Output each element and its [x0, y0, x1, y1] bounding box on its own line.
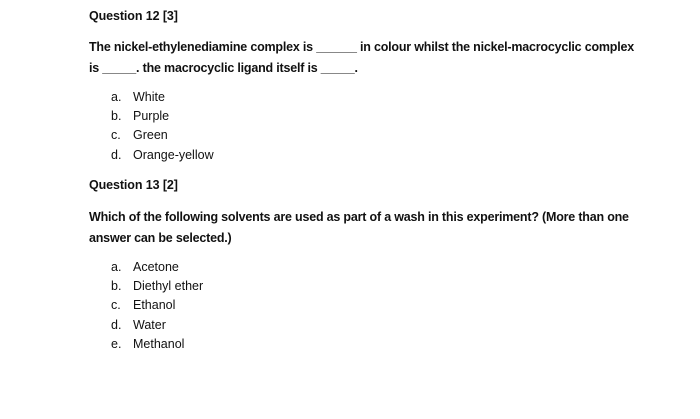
question-text-line: answer can be selected.) — [89, 231, 232, 245]
question-13-text — [89, 207, 649, 249]
option-acetone[interactable] — [111, 258, 203, 277]
option-letter: c. — [111, 298, 121, 313]
option-label: White — [133, 90, 165, 104]
question-13-title: Question 13 [2] — [89, 178, 178, 192]
option-label: Green — [133, 128, 168, 143]
option-letter: c. — [111, 128, 121, 143]
option-white[interactable] — [111, 88, 214, 107]
option-label: Methanol — [133, 336, 185, 351]
option-diethyl-ether[interactable] — [111, 277, 203, 296]
option-label: Ethanol — [133, 298, 176, 313]
option-letter: d. — [111, 317, 122, 332]
option-ethanol[interactable] — [111, 296, 203, 315]
question-12-text — [89, 37, 649, 79]
question-12-title: Question 12 [3] — [89, 9, 178, 23]
question-13-options — [111, 258, 203, 354]
option-letter: b. — [111, 109, 122, 124]
question-12-options — [111, 88, 214, 165]
question-text-line: Which of the following solvents are used as part of a wash in this experiment? (More than one — [89, 210, 629, 224]
option-water[interactable] — [111, 316, 203, 335]
option-letter: d. — [111, 147, 122, 162]
option-orange-yellow[interactable] — [111, 146, 214, 165]
option-letter: a. — [111, 260, 122, 274]
question-text-line: is _____. the macrocyclic ligand itself is _____. — [89, 61, 358, 75]
option-label: Diethyl ether — [133, 279, 204, 294]
option-green[interactable] — [111, 126, 214, 145]
option-letter: e. — [111, 336, 122, 351]
option-letter: a. — [111, 90, 122, 104]
question-text-line: The nickel-ethylenediamine complex is ______ in colour whilst the nickel-macrocyclic complex — [89, 40, 635, 54]
option-methanol[interactable] — [111, 335, 203, 354]
option-label: Orange-yellow — [133, 147, 214, 162]
option-label: Purple — [133, 109, 170, 124]
option-letter: b. — [111, 279, 122, 294]
option-label: Acetone — [133, 260, 179, 274]
option-label: Water — [133, 317, 166, 332]
option-purple[interactable] — [111, 107, 214, 126]
